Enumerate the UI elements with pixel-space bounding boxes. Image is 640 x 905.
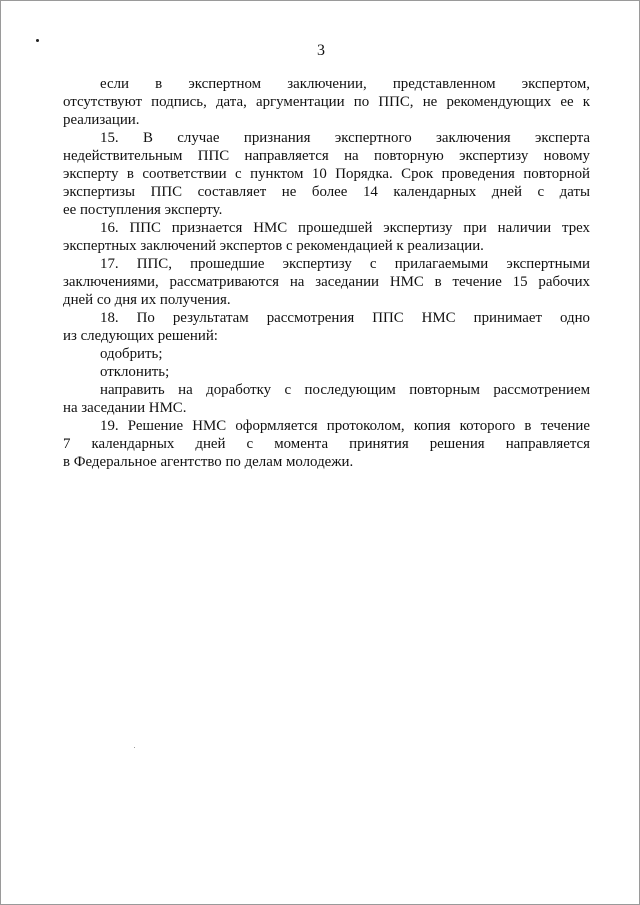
paragraph-expert-conclusion bbox=[63, 75, 590, 129]
text-line: 16. ППС признается НМС прошедшей экспертизу при наличии трех bbox=[100, 220, 590, 236]
text-line: в Федеральное агентство по делам молодежи. bbox=[63, 454, 354, 470]
text-line: отсутствуют подпись, дата, аргументации по ППС, не рекомендующих ее к bbox=[63, 94, 590, 110]
text-line: заключениями, рассматриваются на заседании НМС в течение 15 рабочих bbox=[63, 274, 590, 290]
text-line: 18. По результатам рассмотрения ППС НМС принимает одно bbox=[100, 310, 590, 326]
text-line: 7 календарных дней с момента принятия решения направляется bbox=[63, 436, 590, 452]
text-line: на заседании НМС. bbox=[63, 400, 187, 416]
text-line: 17. ППС, прошедшие экспертизу с прилагаемыми экспертными bbox=[100, 256, 590, 272]
text-line: отклонить; bbox=[100, 364, 170, 380]
text-line: направить на доработку с последующим повторным рассмотрением bbox=[100, 382, 590, 398]
text-line: реализации. bbox=[63, 112, 140, 128]
scan-artifact bbox=[36, 39, 39, 42]
text-line: экспертных заключений экспертов с рекомендацией к реализации. bbox=[63, 238, 484, 254]
paragraph-15 bbox=[63, 129, 590, 219]
text-line: эксперту в соответствии с пунктом 10 Порядка. Срок проведения повторной bbox=[63, 166, 590, 182]
text-line: из следующих решений: bbox=[63, 328, 218, 344]
paragraph-17 bbox=[63, 255, 590, 309]
text-line: если в экспертном заключении, представленном экспертом, bbox=[100, 76, 590, 92]
decision-option-rework bbox=[63, 381, 590, 417]
page-number: 3 bbox=[317, 42, 325, 59]
text-line: ее поступления эксперту. bbox=[63, 202, 223, 218]
text-line: недействительным ППС направляется на повторную экспертизу новому bbox=[63, 148, 590, 164]
text-line: 19. Решение НМС оформляется протоколом, копия которого в течение bbox=[100, 418, 590, 434]
decision-option-reject bbox=[63, 363, 590, 381]
text-line: экспертизы ППС составляет не более 14 календарных дней с даты bbox=[63, 184, 590, 200]
text-line: 15. В случае признания экспертного заключения эксперта bbox=[100, 130, 590, 146]
document-body bbox=[63, 75, 590, 471]
paragraph-19 bbox=[63, 417, 590, 471]
paragraph-16 bbox=[63, 219, 590, 255]
text-line: дней со дня их получения. bbox=[63, 292, 231, 308]
text-line: одобрить; bbox=[100, 346, 163, 362]
decision-option-approve bbox=[63, 345, 590, 363]
paragraph-18 bbox=[63, 309, 590, 345]
scan-artifact bbox=[134, 747, 135, 748]
